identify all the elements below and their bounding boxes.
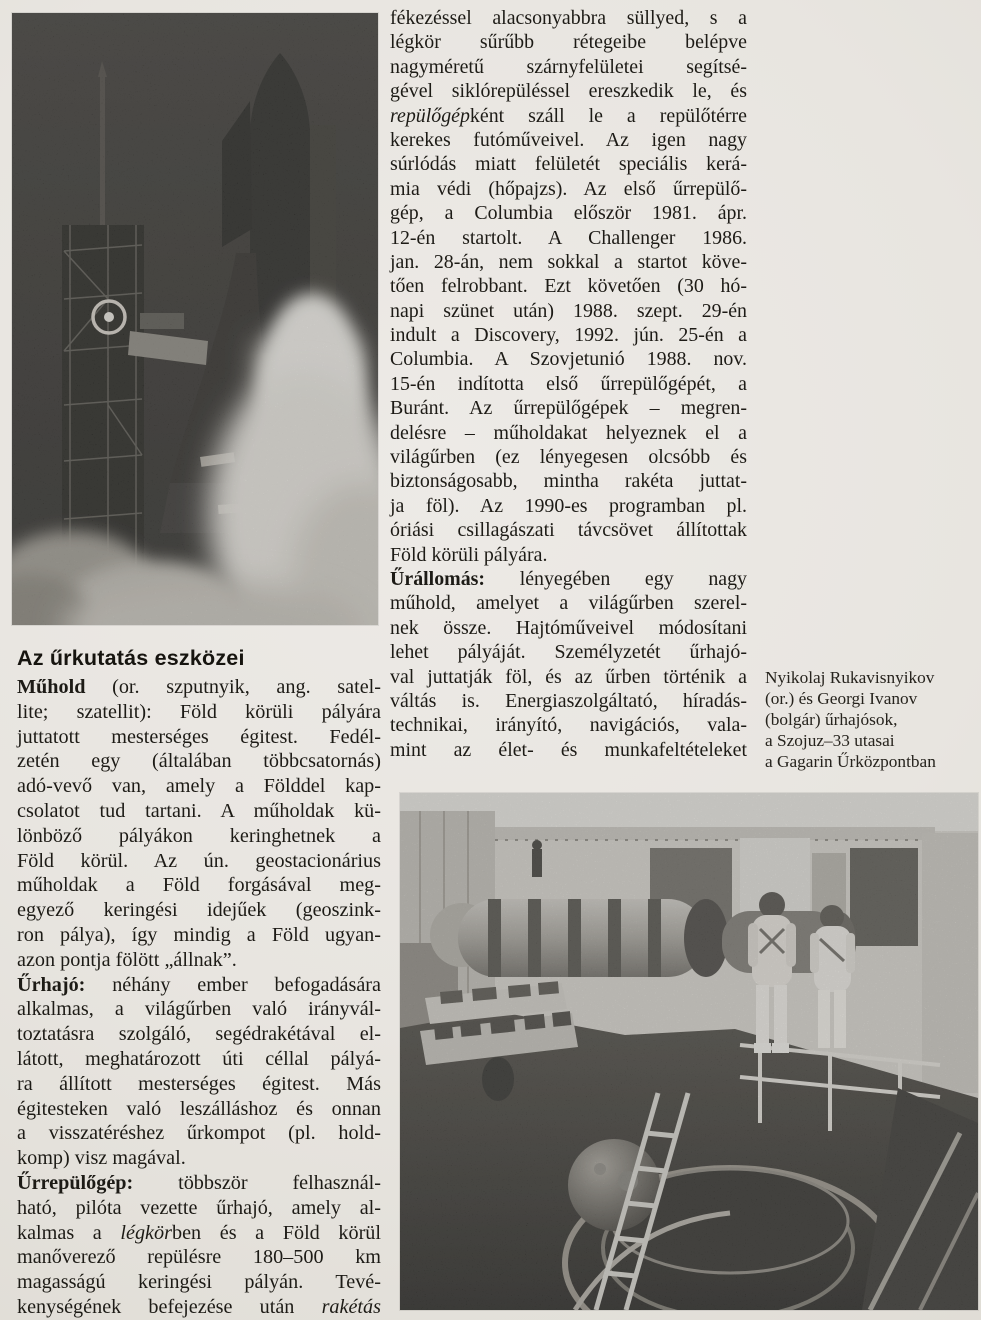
text-line: alkalmas, a világűrben való irányvál- [17,998,381,1021]
text-line: adó-vevő van, amely a Földdel kap- [17,775,381,798]
text-line: ron pálya), így mindig a Föld ugyan- [17,923,381,946]
text-line: a visszatéréshez űrkompot (pl. hold- [17,1122,381,1145]
caption-line: (bolgár) űrhajósok, [765,710,898,729]
text-line: nagyméretű szárnyfelületei segítsé- [390,55,747,78]
text-line: lehet pályáját. Személyzetét űrhajó- [390,641,747,664]
text-line: lite; szatellit): Föld körüli pályára [17,700,381,723]
caption-line: a Gagarin Űrközpontban [765,752,936,771]
text-line: komp) visz magával. [17,1147,186,1170]
text-line: nek össze. Hajtóműveivel módosítani [390,616,747,639]
text-line: azon pontja fölött „állnak”. [17,948,237,971]
caption-line: (or.) és Georgi Ivanov [765,689,918,708]
text-line: ra állított mesterséges égitest. Más [17,1072,381,1095]
text-line: delésre – műholdakat helyeznek el a [390,421,747,444]
text-line: 15-én indította első űrrepülőgépét, a [390,372,747,395]
text-line: kenységének befejezése után rakétás [17,1295,381,1318]
right-column-text [390,6,747,762]
text-line: mia védi (hőpajzs). Az első űrrepülő- [390,177,747,200]
training-center-photo [400,793,978,1310]
text-line: Columbia. A Szovjetunió 1988. nov. [390,348,747,371]
text-line: toztatásra szolgáló, segédrakétával el- [17,1023,381,1046]
text-line: műholdak a Föld forgásával meg- [17,874,381,897]
text-line: váltás is. Energiaszolgáltató, híradás- [390,689,747,712]
text-line: indult a Discovery, 1992. jún. 25-én a [390,324,747,347]
text-line: tően felrobbant. Ezt követően (30 hó- [390,275,747,298]
section-heading: Az űrkutatás eszközei [17,646,245,670]
right-column [390,6,747,762]
text-line: biztonságosabb, mintha rakéta juttat- [390,470,747,493]
text-line: ható, pilóta vezette űrhajó, amely al- [17,1196,381,1219]
text-line: gép, a Columbia először 1981. ápr. [390,202,747,225]
text-line: zetén egy (általában többcsatornás) [17,750,381,773]
text-line: egyező keringési idejűek (geoszink- [17,899,381,922]
text-line: Buránt. Az űrrepülőgépek – megren- [390,397,747,420]
text-line: óriási csillagászati távcsövet állítottak [390,519,747,542]
text-line: napi szünet után) 1988. szept. 29-én [390,299,747,322]
text-line: műhold, amelyet a világűrben szerel- [390,592,747,615]
text-line: kalmas a légkörben és a Föld körül [17,1221,381,1244]
text-line: technikai, irányító, navigációs, vala- [390,714,747,737]
text-line: égitesteken való leszálláshoz és onnan [17,1097,381,1120]
text-line: repülőgépként száll le a repülőtérre [390,104,747,127]
text-line: val juttatják föl, és az űrben történik a [390,665,747,688]
shuttle-launch-photo [12,13,378,625]
text-line: világűrben (ez lényegesen olcsóbb és [390,446,747,469]
text-line: kerekes futóműveivel. Az igen nagy [390,128,747,151]
text-line: Műhold (or. szputnyik, ang. satel- [17,676,381,698]
text-line: magasságú keringési pályán. Tevé- [17,1271,381,1294]
text-line: mint az élet- és munkafeltételeket [390,738,747,761]
text-line: Űrállomás: lényegében egy nagy [390,567,747,590]
text-line: manőverező repülésre 180–500 km [17,1246,381,1269]
text-line: súrlódás miatt felületét speciális kerá- [390,153,747,176]
left-column [17,646,381,1320]
text-line: gével siklórepüléssel ereszkedik le, és [390,80,747,103]
text-line: 12-én startolt. A Challenger 1986. [390,226,747,249]
left-column-text [17,675,381,1320]
text-line: Föld körüli pályára. [390,543,548,566]
photo-caption [765,667,979,772]
caption-line: a Szojuz–33 utasai [765,731,895,750]
caption-line: Nyikolaj Rukavisnyikov [765,668,935,687]
text-line: Űrhajó: néhány ember befogadására [17,973,381,996]
text-line: légkör sűrűbb rétegeibe belépve [390,31,747,54]
text-line: ja föl). Az 1990-es programban pl. [390,494,747,517]
text-line: Űrrepülőgép: többször felhasznál- [17,1171,381,1194]
text-line: jan. 28-án, nem sokkal a startot köve- [390,250,747,273]
text-line: lönböző pályákon keringhetnek a [17,824,381,847]
text-line: fékezéssel alacsonyabbra süllyed, s a [390,7,747,29]
text-line: látott, meghatározott úti céllal pályá- [17,1047,381,1070]
text-line: juttatott mesterséges égitest. Fedél- [17,725,381,748]
text-line: csolatot tud tartani. A műholdak kü- [17,799,381,822]
text-line: Föld körül. Az ún. geostacionárius [17,849,381,872]
